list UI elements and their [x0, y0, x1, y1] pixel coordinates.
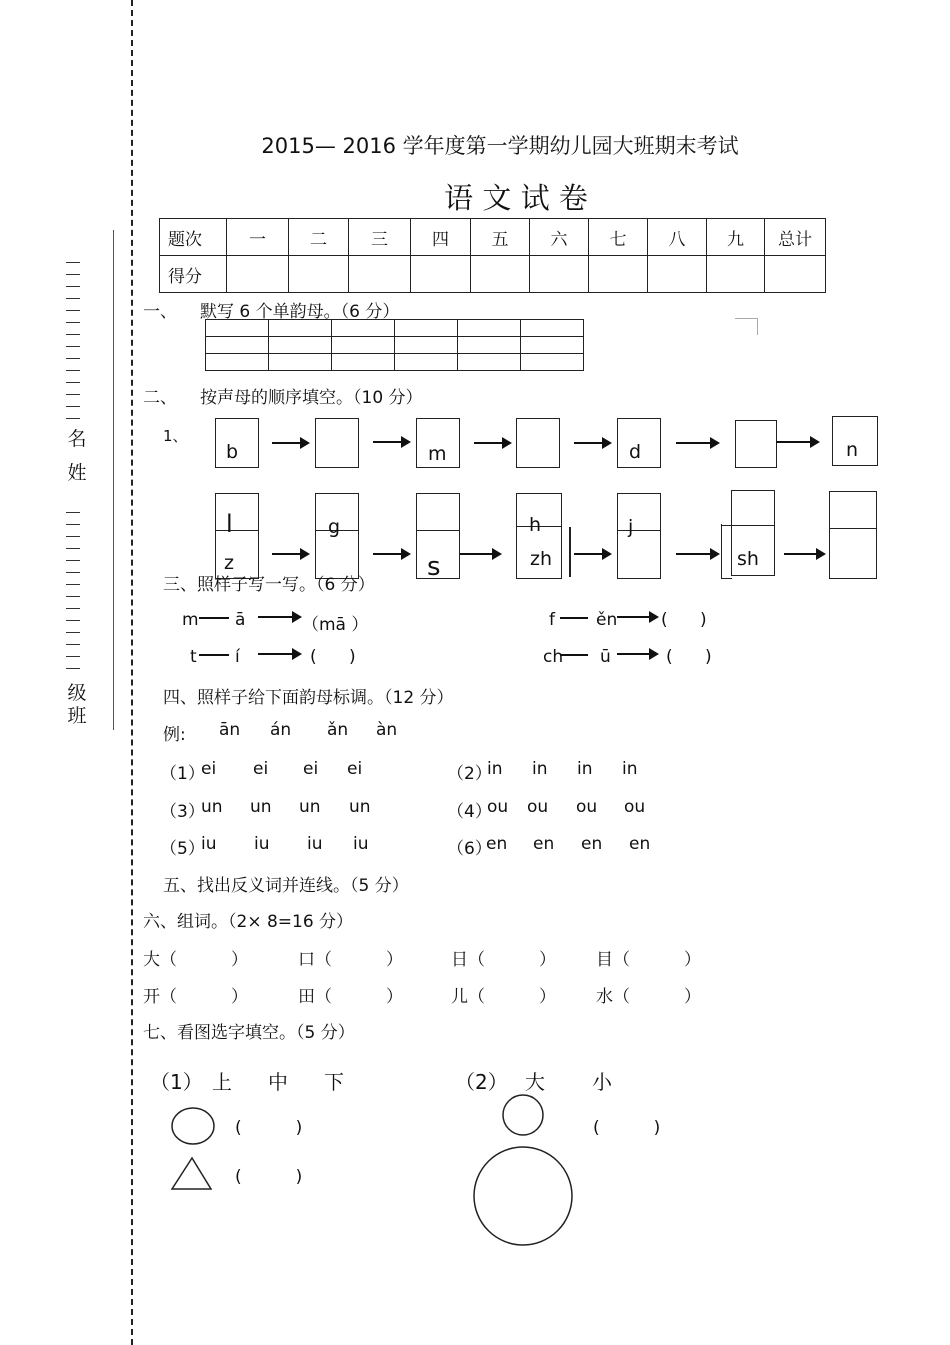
score-table [159, 218, 826, 293]
score-header-cell: 七 [589, 219, 648, 256]
q4-word[interactable]: in [532, 759, 548, 779]
large-circle-shape [474, 1147, 572, 1245]
q2-split-box[interactable] [829, 491, 877, 579]
arrow-icon [474, 442, 510, 444]
q4-item-number: （6） [447, 839, 492, 859]
score-header-cell: 八 [648, 219, 707, 256]
q4-word[interactable]: en [486, 834, 508, 854]
q4-word[interactable]: iu [254, 834, 270, 854]
q6-blank[interactable]: 开（ ） [143, 987, 249, 1007]
arrow-icon [574, 553, 610, 555]
score-cell[interactable] [227, 256, 289, 293]
q4-word[interactable]: in [577, 759, 593, 779]
q3-final: ěn [596, 610, 618, 630]
q7-blank[interactable]: ( ) [593, 1118, 661, 1138]
triangle-shape [172, 1158, 211, 1189]
q2-box[interactable] [735, 420, 777, 468]
score-cell[interactable] [411, 256, 471, 293]
score-header-row [160, 219, 826, 256]
grid-cell[interactable] [206, 320, 269, 337]
grid-cell[interactable] [521, 354, 584, 371]
q2-split-box[interactable]: g [315, 493, 359, 579]
q4-item-number: （2） [447, 764, 492, 784]
q4-word[interactable]: iu [201, 834, 217, 854]
q1-text: 默写 6 个单韵母。（6 分） [200, 302, 400, 322]
score-cell[interactable] [648, 256, 707, 293]
q3-text: 三、照样子写一写。（6 分） [163, 575, 375, 595]
q4-word[interactable]: ei [253, 759, 269, 779]
q7-choice: 上 [212, 1070, 232, 1094]
arrow-icon [676, 442, 718, 444]
q3-initial: f [549, 610, 555, 630]
q2-box[interactable] [516, 418, 560, 468]
q4-word[interactable]: in [487, 759, 503, 779]
score-header-cell: 五 [471, 219, 530, 256]
q1-answer-grid [205, 319, 584, 371]
grid-cell[interactable] [206, 354, 269, 371]
q6-blank[interactable]: 目（ ） [596, 950, 702, 970]
arrow-icon [373, 553, 409, 555]
q3-initial: ch [543, 647, 564, 667]
q2-split-box[interactable]: sh [731, 490, 775, 576]
q4-word[interactable]: un [250, 797, 272, 817]
q4-word[interactable]: ei [303, 759, 319, 779]
arrow-icon [258, 616, 300, 618]
q2-box[interactable]: b [215, 418, 259, 468]
score-header-cell: 六 [530, 219, 589, 256]
score-header-cell: 四 [411, 219, 471, 256]
arrow-icon [272, 553, 308, 555]
dash-line [560, 654, 588, 656]
q4-word[interactable]: iu [307, 834, 323, 854]
arrow-icon [574, 442, 610, 444]
q2-split-box[interactable]: h zh [516, 493, 562, 579]
q7-choice: 中 [268, 1070, 288, 1094]
arrow-icon [617, 616, 657, 618]
q3-answer-blank[interactable]: ( ) [310, 647, 356, 667]
score-header-cell: 一 [227, 219, 289, 256]
q2-box[interactable]: n [832, 416, 878, 466]
grid-cell[interactable] [521, 320, 584, 337]
q6-text: 六、组词。（2× 8=16 分） [143, 912, 354, 932]
score-cell[interactable] [589, 256, 648, 293]
q4-item-number: （3） [160, 802, 205, 822]
q4-example-item: án [270, 720, 292, 740]
q7-choice: 大 [525, 1070, 545, 1094]
score-header-cell: 九 [707, 219, 765, 256]
q6-blank[interactable]: 日（ ） [451, 950, 557, 970]
score-header-cell: 三 [349, 219, 411, 256]
q7-part-number: （2） [455, 1070, 508, 1094]
grid-cell[interactable] [458, 320, 521, 337]
q3-final: ū [600, 647, 611, 667]
score-cell[interactable] [471, 256, 530, 293]
q4-example-item: àn [376, 720, 398, 740]
q4-word[interactable]: ou [576, 797, 598, 817]
box-edge [721, 524, 732, 579]
grid-cell[interactable] [332, 354, 395, 371]
grid-cell[interactable] [269, 354, 332, 371]
q4-word[interactable]: un [201, 797, 223, 817]
side-name-char-1: 名 [67, 428, 87, 450]
q6-blank[interactable]: 田（ ） [298, 987, 404, 1007]
q2-box[interactable]: m [416, 418, 460, 468]
q2-split-box[interactable]: s [416, 493, 460, 579]
grid-cell[interactable] [332, 337, 395, 354]
q3-initial: t [190, 647, 197, 667]
q4-word[interactable]: iu [353, 834, 369, 854]
q7-choice: 小 [592, 1070, 612, 1094]
q4-word[interactable]: en [533, 834, 555, 854]
q4-word[interactable]: in [622, 759, 638, 779]
q2-box[interactable]: d [617, 418, 661, 468]
score-row-label: 得分 [160, 256, 227, 293]
score-header-cell: 题次 [160, 219, 227, 256]
q7-part-number: （1） [150, 1070, 203, 1094]
score-cell[interactable] [707, 256, 765, 293]
arrow-icon [460, 553, 500, 555]
dash-line [199, 654, 229, 656]
q6-blank[interactable]: 大（ ） [143, 950, 249, 970]
q4-word[interactable]: ei [347, 759, 363, 779]
score-value-row [160, 256, 826, 293]
q2-split-box[interactable]: j [617, 493, 661, 579]
grid-cell[interactable] [395, 354, 458, 371]
q3-final: í [235, 647, 240, 667]
dash-line [199, 617, 229, 619]
q7-shapes-1 [165, 1100, 225, 1200]
q1-number: 一、 [143, 302, 177, 322]
q4-word[interactable]: ou [487, 797, 509, 817]
arrow-icon [373, 441, 409, 443]
side-class-char-1: 级 [67, 682, 87, 704]
side-name-char-2: 姓 [67, 462, 87, 484]
q3-final: ā [235, 610, 246, 630]
arrow-icon [776, 441, 818, 443]
q4-item-number: （1） [160, 764, 205, 784]
exam-subtitle: 语 文 试 卷 [444, 181, 588, 215]
arrow-icon [784, 553, 824, 555]
q7-blank[interactable]: ( ) [235, 1167, 303, 1187]
q3-initial: m [182, 610, 199, 630]
arrow-icon [258, 653, 300, 655]
grid-cell[interactable] [521, 337, 584, 354]
grid-cell[interactable] [458, 337, 521, 354]
box-edge [569, 527, 571, 577]
q3-answer-blank[interactable]: ( ) [666, 647, 712, 667]
grid-cell[interactable] [395, 337, 458, 354]
score-cell[interactable] [349, 256, 411, 293]
q4-word[interactable]: un [299, 797, 321, 817]
q6-blank[interactable]: 儿（ ） [451, 987, 557, 1007]
q4-word[interactable]: en [629, 834, 651, 854]
q4-word[interactable]: ou [624, 797, 646, 817]
arrow-icon [272, 442, 308, 444]
q4-item-number: （5） [160, 839, 205, 859]
q4-example-item: ǎn [327, 720, 349, 740]
grid-cell[interactable] [395, 320, 458, 337]
small-circle-shape [503, 1095, 543, 1135]
ellipse-shape [172, 1108, 214, 1144]
grid-cell[interactable] [269, 337, 332, 354]
side-class-char-2: 班 [67, 705, 87, 727]
q2-text: 按声母的顺序填空。（10 分） [200, 388, 423, 408]
q2-split-box[interactable]: l z [215, 493, 259, 579]
q5-text: 五、找出反义词并连线。（5 分） [163, 876, 409, 896]
grid-cell[interactable] [458, 354, 521, 371]
q2-number: 二、 [143, 388, 177, 408]
corner-mark [735, 318, 758, 335]
q2-sub-number: 1、 [163, 427, 188, 445]
arrow-icon [676, 553, 718, 555]
side-rule-line [113, 230, 114, 730]
score-cell[interactable] [289, 256, 349, 293]
dash-line [560, 617, 588, 619]
q6-blank[interactable]: 水（ ） [596, 987, 702, 1007]
q4-example-item: ān [219, 720, 241, 740]
q4-word[interactable]: ou [527, 797, 549, 817]
q3-answer-blank[interactable]: ( ) [661, 610, 707, 630]
q7-shapes-2 [465, 1092, 585, 1252]
q7-choice: 下 [324, 1070, 344, 1094]
q4-word[interactable]: en [581, 834, 603, 854]
grid-cell[interactable] [269, 320, 332, 337]
q7-blank[interactable]: ( ) [235, 1118, 303, 1138]
q4-word[interactable]: un [349, 797, 371, 817]
exam-title: 2015— 2016 学年度第一学期幼儿园大班期末考试 [261, 134, 739, 158]
q4-example-label: 例: [163, 725, 186, 745]
q4-word[interactable]: ei [201, 759, 217, 779]
arrow-icon [617, 653, 657, 655]
q2-box[interactable] [315, 418, 359, 468]
score-header-cell: 二 [289, 219, 349, 256]
score-cell[interactable] [530, 256, 589, 293]
q4-item-number: （4） [447, 802, 492, 822]
grid-cell[interactable] [206, 337, 269, 354]
q7-text: 七、看图选字填空。（5 分） [143, 1023, 355, 1043]
q3-result: （mā ） [302, 615, 369, 635]
q4-text: 四、照样子给下面韵母标调。（12 分） [163, 688, 454, 708]
score-cell[interactable] [765, 256, 826, 293]
score-header-cell: 总计 [765, 219, 826, 256]
q6-blank[interactable]: 口（ ） [298, 950, 404, 970]
grid-cell[interactable] [332, 320, 395, 337]
